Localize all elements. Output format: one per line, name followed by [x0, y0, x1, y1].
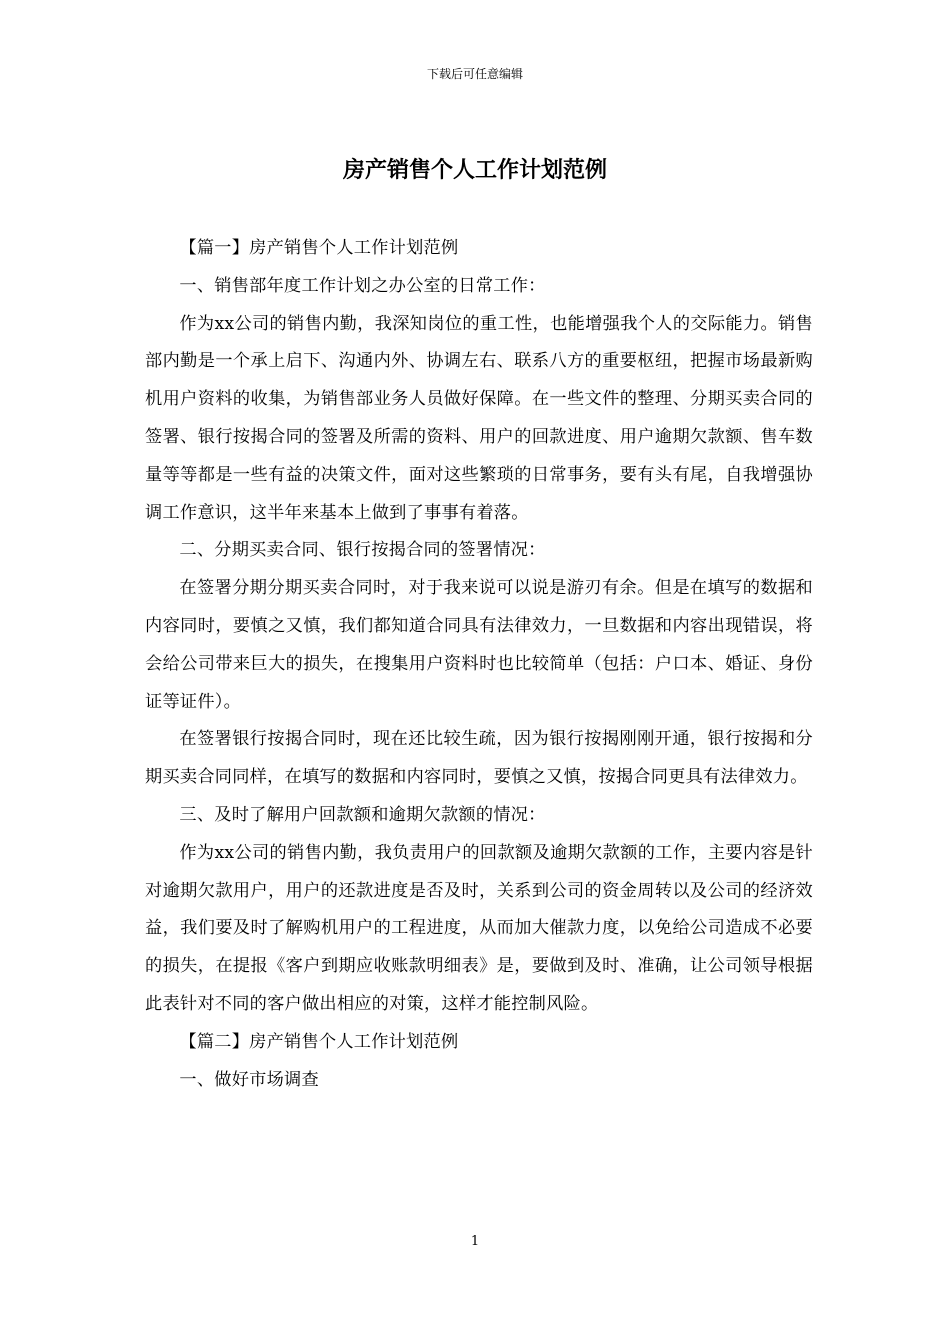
- paragraph-bank-mortgage-contract: 在签署银行按揭合同时，现在还比较生疏，因为银行按揭刚刚开通，银行按揭和分期买卖合同同样，在填写的数据和内容同时，要慎之又慎，按揭合同更具有法律效力。: [145, 729, 813, 788]
- subheading-contract-signing: 二、分期买卖合同、银行按揭合同的签署情况：: [179, 540, 546, 561]
- section-heading-part-2: 【篇二】房产销售个人工作计划范例: [179, 1031, 459, 1052]
- subheading-daily-office-work: 一、销售部年度工作计划之办公室的日常工作：: [179, 275, 546, 296]
- page-number: 1: [470, 1234, 480, 1249]
- paragraph-sales-assistant-role: 作为xx公司的销售内勤，我深知岗位的重工性，也能增强我个人的交际能力。销售部内勤是一个承上启下、沟通内外、协调左右、联系八方的重要枢纽，把握市场最新购机用户资料的收集，为销售部业务人员做好保障。在一些文件的整理、分期买卖合同的签署、银行按揭合同的签署及所需的资料、用户的回款进度、用户逾期欠款额、售车数量等等都是一些有益的决策文件，面对这些繁琐的日常事务，要有头有尾，自我增强协调工作意识，这半年来基本上做到了事事有着落。: [145, 313, 813, 523]
- subheading-market-research: 一、做好市场调查: [179, 1069, 319, 1090]
- document-title: 房产销售个人工作计划范例: [342, 157, 607, 183]
- section-heading-part-1: 【篇一】房产销售个人工作计划范例: [179, 238, 459, 258]
- paragraph-installment-contract: 在签署分期分期买卖合同时，对于我来说可以说是游刃有余。但是在填写的数据和内容同时，要慎之又慎，我们都知道合同具有法律效力，一旦数据和内容出现错误，将会给公司带来巨大的损失，在搜集用户资料时也比较简单（包括：户口本、婚证、身份证等证件）。: [145, 578, 813, 712]
- paragraph-overdue-payments: 作为xx公司的销售内勤，我负责用户的回款额及逾期欠款额的工作，主要内容是针对逾期欠款用户，用户的还款进度是否及时，关系到公司的资金周转以及公司的经济效益，我们要及时了解购机用户的工程进度，从而加大催款力度，以免给公司造成不必要的损失，在提报《客户到期应收账款明细表》是，要做到及时、准确，让公司领导根据此表针对不同的客户做出相应的对策，这样才能控制风险。: [145, 842, 813, 1014]
- header-note: 下载后可任意编辑: [426, 67, 523, 81]
- subheading-payment-tracking: 三、及时了解用户回款额和逾期欠款额的情况：: [179, 804, 546, 825]
- document-body: [145, 230, 813, 1099]
